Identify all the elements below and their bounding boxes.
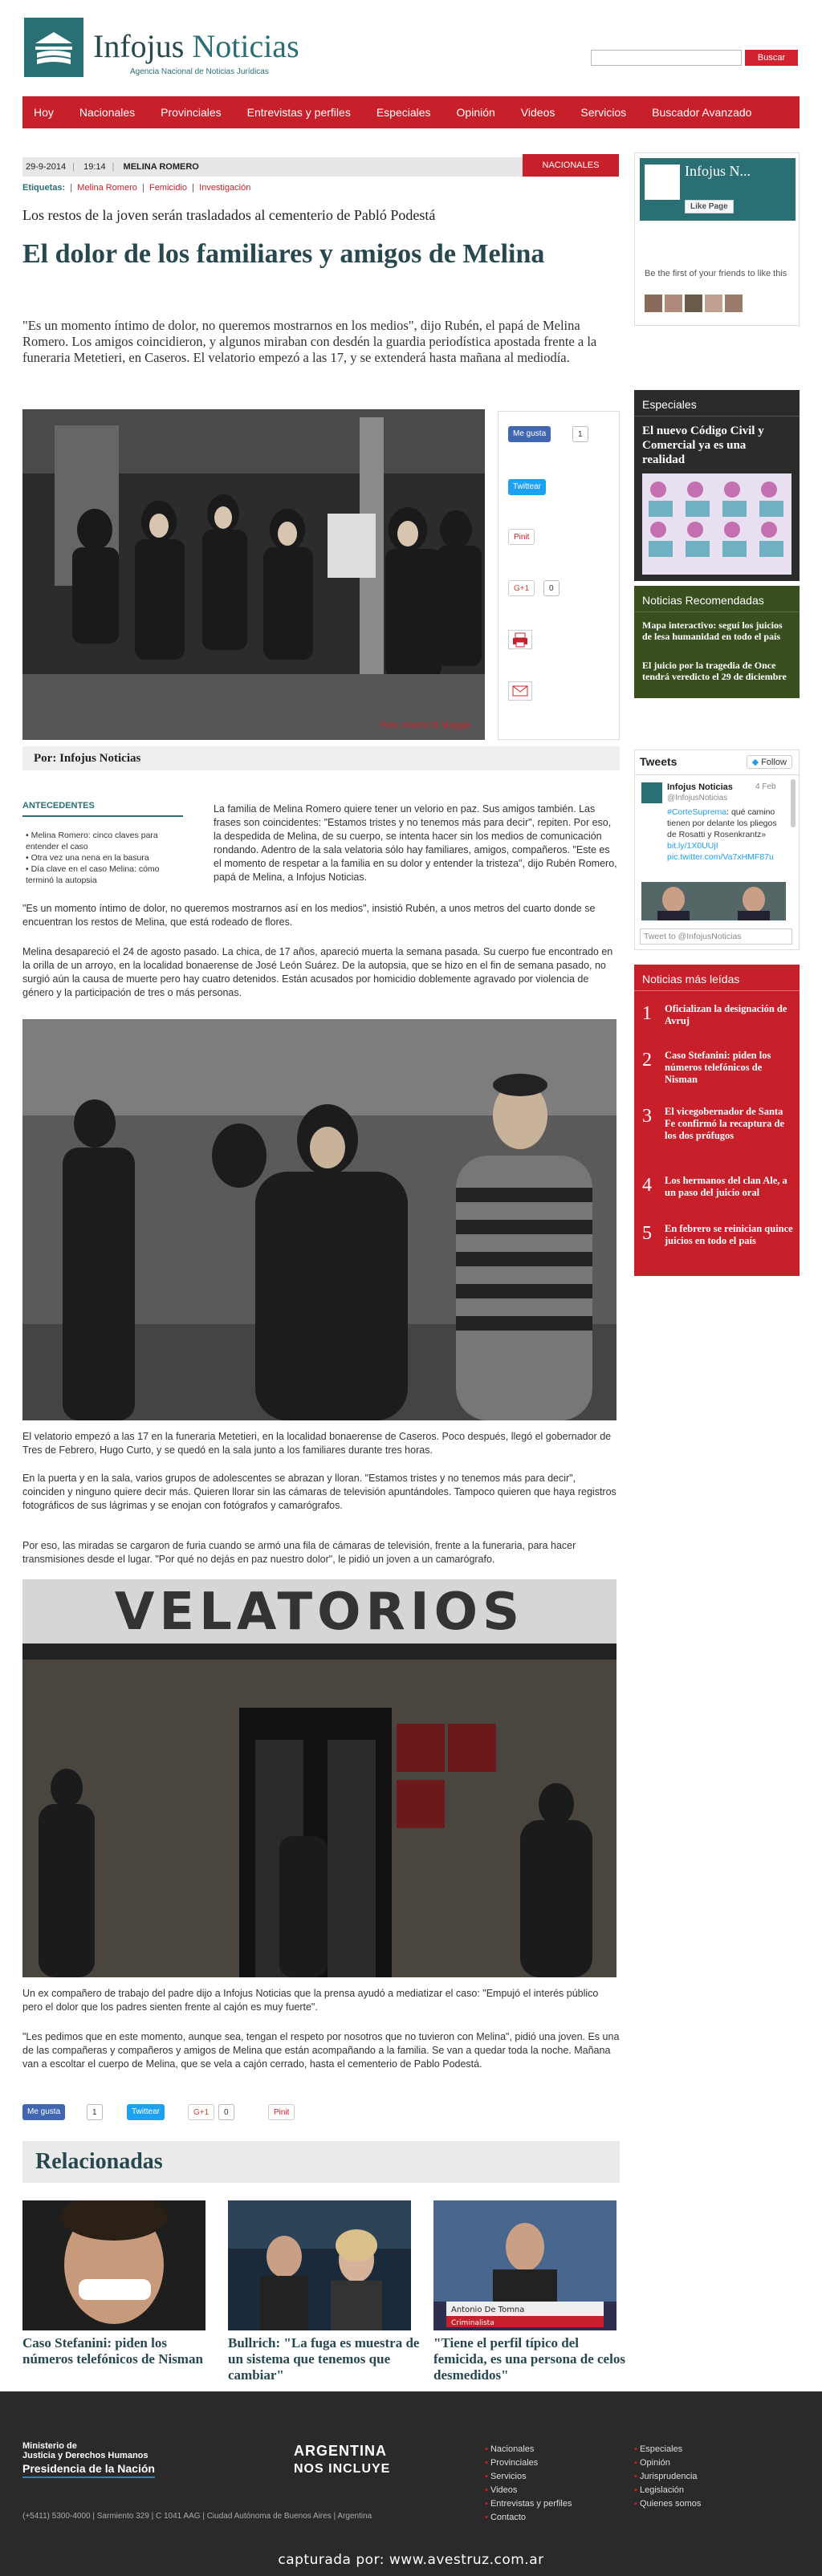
rank-number: 2 <box>642 1050 652 1071</box>
capture-credit: capturada por: www.avestruz.com.ar <box>278 2552 544 2568</box>
footer-nos-incluye: NOS INCLUYE <box>294 2462 391 2476</box>
mas-leidas-title: Noticias más leídas <box>642 973 740 985</box>
footer-link[interactable]: ▪ Legislación <box>634 2485 685 2495</box>
especiales-title: Especiales <box>642 398 697 411</box>
body-photo-3 <box>22 1579 616 1977</box>
photo-credit: Foto: Martín Di Maggio <box>380 721 470 730</box>
tag-link[interactable]: Femicidio <box>149 183 188 193</box>
tv-lower-third-subtitle: Criminalista <box>451 2319 494 2327</box>
logo-subtitle: Agencia Nacional de Noticias Jurídicas <box>130 67 269 76</box>
related-image-3[interactable] <box>433 2200 616 2330</box>
mas-leida-link[interactable]: Caso Stefanini: piden los números telefónicos de Nisman <box>665 1050 771 1085</box>
article-headline: El dolor de los familiares y amigos de Melina <box>22 239 545 269</box>
footer-link[interactable]: ▪ Contacto <box>485 2513 526 2522</box>
pinterest-pin-button[interactable]: Pinit <box>268 2104 295 2120</box>
tag-link[interactable]: Melina Romero <box>77 183 137 193</box>
recomendada-link[interactable]: Mapa interactivo: seguí los juicios de lesa humanidad en todo el país <box>642 620 783 642</box>
mas-leida-link[interactable]: El vicegobernador de Santa Fe confirmó la recaptura de los dos prófugos <box>665 1106 785 1141</box>
follow-button[interactable] <box>747 755 792 769</box>
footer-links-col2 <box>634 2443 701 2511</box>
footer-link[interactable]: ▪ Videos <box>485 2485 518 2495</box>
footer-link-label: Provinciales <box>490 2458 539 2468</box>
footer-link[interactable]: ▪ Quienes somos <box>634 2499 702 2509</box>
logo-name: Infojus <box>93 28 185 64</box>
antecedentes-title: ANTECEDENTES <box>22 801 95 811</box>
fb-page-avatar <box>645 165 680 200</box>
antecedente-link[interactable]: • Melina Romero: cinco claves para entender el caso <box>26 830 186 852</box>
tag-link[interactable]: Investigación <box>199 183 251 193</box>
rank-number: 3 <box>642 1106 652 1127</box>
body-photo-2 <box>22 1019 616 1420</box>
tweet-body: : qué camino tienen por delante los pliegos de Rosatti y Rosenkrantz» <box>667 807 777 839</box>
facebook-like-count: 1 <box>572 426 588 442</box>
google-plus-button[interactable]: G+1 <box>188 2104 214 2120</box>
footer-presidencia[interactable]: Presidencia de la Nación <box>22 2462 155 2478</box>
tweet-image <box>641 882 786 920</box>
nav-item-opinion[interactable]: Opinión <box>456 106 495 119</box>
footer-link[interactable]: ▪ Nacionales <box>485 2444 535 2454</box>
google-plus-count: 0 <box>543 580 560 596</box>
fb-like-page-button[interactable]: Like Page <box>685 200 734 213</box>
body-paragraph-1: La familia de Melina Romero quiere tener un velorio en paz. Sus amigos también. Las frases son coincidentes: "Estamos tristes y no tenemos más para decir", repiten. Por eso, la despedida de Melina, de su cuerpo, se intenta hacer sin los medios de comunicación rondando. Adentro de la sala velatoria sólo hay familiares, amigos, compañeros. "Este es el momento de respetar a la familia en su dolor y entender la tristeza", dijo Rubén Romero, papá de Melina, a Infojus Noticias. <box>214 803 617 883</box>
tv-lower-third-name: Antonio De Tomna <box>451 2306 525 2314</box>
follow-label: Follow <box>761 758 787 767</box>
twitter-scrollbar[interactable] <box>791 779 796 827</box>
related-caption-1[interactable]: Caso Stefanini: piden los números telefónicos de Nisman <box>22 2335 203 2367</box>
search-input[interactable] <box>591 50 742 66</box>
book-icon <box>34 29 74 66</box>
main-photo <box>22 409 485 740</box>
fb-page-name: Infojus N... <box>685 163 751 179</box>
twitter-widget <box>634 750 800 950</box>
body-paragraph-5: En la puerta y en la sala, varios grupos de adolescentes se abrazan y lloran. "Estamos tristes y no tenemos más para decir", coinciden y ninguno quiere decir más. Quieren llorar sin las cámaras de televisión apuntándoles. Tampoco quieren que haya registros fotográficos de sus lágrimas y se enojan con fotógrafos y camarógrafos. <box>22 1473 616 1511</box>
mas-leida-link[interactable]: En febrero se reinician quince juicios en todo el país <box>665 1223 793 1246</box>
main-nav <box>22 96 800 128</box>
nav-item-entrevistas[interactable]: Entrevistas y perfiles <box>246 106 351 119</box>
footer-link[interactable]: ▪ Provinciales <box>485 2458 539 2468</box>
footer-link-label: Videos <box>490 2485 518 2495</box>
footer-link[interactable]: ▪ Especiales <box>634 2444 683 2454</box>
antecedentes-list <box>26 830 186 886</box>
nav-item-nacionales[interactable]: Nacionales <box>79 106 136 119</box>
body-paragraph-6: Por eso, las miradas se cargaron de furia cuando se armó una fila de cámaras de televisión, frente a la funeraria, para hacer transmisiones desde el lugar. "Por qué no dejás en paz nuestro dolor", le pidió un joven a un camarógrafo. <box>22 1540 576 1565</box>
antecedentes-divider <box>22 815 183 817</box>
tweets-title: Tweets <box>640 755 678 768</box>
article-meta-bar: 29-9-2014 | 19:14 | MELINA ROMERO <box>22 157 618 177</box>
especiales-widget[interactable] <box>634 390 800 581</box>
google-plus-count: 0 <box>218 2104 234 2120</box>
footer-link-label: Legislación <box>639 2485 685 2495</box>
mas-leidas-widget <box>634 965 800 1276</box>
antecedente-link[interactable]: • Día clave en el caso Melina: cómo terminó la autopsia <box>26 863 186 886</box>
site-footer <box>0 2391 822 2576</box>
nav-item-servicios[interactable]: Servicios <box>580 106 627 119</box>
footer-link-label: Quienes somos <box>639 2499 702 2509</box>
facebook-like-count: 1 <box>87 2104 103 2120</box>
fb-friends-text: Be the first of your friends to like this <box>645 269 787 278</box>
footer-argentina: ARGENTINA <box>294 2443 387 2459</box>
tweet-pic-link[interactable]: pic.twitter.com/Va7xHMF87u <box>667 852 774 862</box>
nav-item-buscador[interactable]: Buscador Avanzado <box>652 106 752 119</box>
pinterest-pin-button[interactable]: Pinit <box>508 529 535 545</box>
fb-friends-faces <box>645 295 743 312</box>
footer-link-label: Entrevistas y perfiles <box>490 2499 572 2509</box>
mas-leida-link[interactable]: Oficializan la designación de Avruj <box>665 1003 787 1026</box>
tweet-link[interactable]: bit.ly/1X0UUjI <box>667 841 718 851</box>
logo-title[interactable] <box>93 27 299 65</box>
tweet-author-name[interactable]: Infojus Noticias <box>667 782 733 792</box>
body-paragraph-3: Melina desapareció el 24 de agosto pasado. La chica, de 17 años, apareció muerta la semana pasada. Su cuerpo fue encontrado en la orilla de un arroyo, en la localidad bonaerense de José León Suárez. De la autopsia, que se hizo en el fin de semana pasado, no surgió aún la causa de muerte pero hay cuatro detenidos. Están acusados por homicidio doblemente agravado por violencia de género y la participación de tres o más personas. <box>22 946 613 998</box>
tweet-hashtag[interactable]: #CorteSuprema <box>667 807 727 817</box>
related-caption-2[interactable]: Bullrich: "La fuga es muestra de un sistema que tenemos que cambiar" <box>228 2335 420 2383</box>
facebook-page-widget <box>634 152 800 326</box>
footer-link-label: Opinión <box>639 2458 670 2468</box>
fb-page-banner[interactable] <box>640 158 796 221</box>
footer-link-label: Servicios <box>490 2472 527 2481</box>
body-paragraph-7: Un ex compañero de trabajo del padre dijo a Infojus Noticias que la prensa ayudó a mediatizar el caso: "Empujó el interés público pero el dolor que los padres sienten frente al cajón es muy fuerte". <box>22 1988 599 2013</box>
footer-link[interactable]: ▪ Opinión <box>634 2458 670 2468</box>
recomendadas-title: Noticias Recomendadas <box>642 594 764 607</box>
footer-link-label: Nacionales <box>490 2444 535 2454</box>
antecedente-link[interactable]: • Otra vez una nena en la basura <box>26 852 186 863</box>
footer-link[interactable]: ▪ Entrevistas y perfiles <box>485 2499 572 2509</box>
footer-ministerio-1: Ministerio de <box>22 2441 77 2451</box>
section-badge[interactable]: NACIONALES <box>523 154 619 177</box>
related-title: Relacionadas <box>35 2149 163 2174</box>
logo-name2: Noticias <box>192 28 299 64</box>
related-caption-3[interactable]: "Tiene el perfil típico del femicida, es una persona de celos desmedidos" <box>433 2335 625 2383</box>
facebook-like-button[interactable]: Me gusta <box>22 2104 65 2120</box>
velatorios-sign: VELATORIOS <box>114 1583 525 1642</box>
especiales-image <box>642 473 791 575</box>
tweet-date: 4 Feb <box>755 782 776 791</box>
footer-link-label: Jurisprudencia <box>639 2472 698 2481</box>
email-icon[interactable] <box>508 681 532 701</box>
search-button[interactable]: Buscar <box>745 50 798 66</box>
facebook-like-button[interactable]: Me gusta <box>508 426 551 442</box>
article-time: 19:14 <box>83 162 106 172</box>
tags-row: Etiquetas: | Melina Romero | Femicidio | Investigación <box>22 183 251 193</box>
recomendada-link[interactable]: El juicio por la tragedia de Once tendrá veredicto el 29 de diciembre <box>642 660 787 682</box>
footer-link-label: Contacto <box>490 2513 526 2522</box>
twitter-bird-icon: ◆ <box>751 758 759 767</box>
rank-number: 5 <box>642 1223 652 1244</box>
bottom-share-bar <box>22 2104 620 2122</box>
article-date: 29-9-2014 <box>26 162 67 172</box>
twitter-tweet-button[interactable]: Twittear <box>127 2104 165 2120</box>
tweet-to-input[interactable]: Tweet to @InfojusNoticias <box>640 928 792 945</box>
article-byline: MELINA ROMERO <box>123 162 199 172</box>
body-paragraph-4: El velatorio empezó a las 17 en la funeraria Metetieri, en la localidad bonaerense de Caseros. Poco después, llegó el gobernador de Tres de Febrero, Hugo Curto, y se quedó en la sala junto a los familiares durante tres horas. <box>22 1431 612 1456</box>
footer-link[interactable]: ▪ Servicios <box>485 2472 527 2481</box>
nav-item-videos[interactable]: Videos <box>520 106 555 119</box>
twitter-tweet-button[interactable]: Twittear <box>508 479 546 495</box>
tweet-handle: @InfojusNoticias <box>667 794 728 802</box>
recomendadas-widget <box>634 586 800 698</box>
article-kicker: Los restos de la joven serán trasladados al cementerio de Pabló Podestá <box>22 207 436 223</box>
article-lead: "Es un momento íntimo de dolor, no queremos mostrarnos en los medios", dijo Rubén, el papá de Melina Romero. Los amigos coincidieron, y algunos miraban con desdén la guardia periodística apostada frente a la funeraria Metetieri, en Caseros. El velatorio empezó a las 17, y se extenderá hasta mañana al mediodía. <box>22 318 597 365</box>
footer-links-col1 <box>485 2443 572 2525</box>
rank-number: 4 <box>642 1175 652 1196</box>
google-plus-button[interactable]: G+1 <box>508 580 535 596</box>
share-column <box>498 411 620 740</box>
rank-number: 1 <box>642 1003 652 1024</box>
footer-address: (+5411) 5300-4000 | Sarmiento 329 | C 1041 AAG | Ciudad Autónoma de Buenos Aires | Argentina <box>22 2512 372 2521</box>
nav-item-especiales[interactable]: Especiales <box>376 106 431 119</box>
twitter-avatar[interactable] <box>641 782 662 803</box>
print-icon[interactable] <box>508 630 532 649</box>
article-author: Por: Infojus Noticias <box>22 746 620 770</box>
logo-mark[interactable] <box>24 18 83 77</box>
footer-link-label: Especiales <box>639 2444 683 2454</box>
nav-item-provinciales[interactable]: Provinciales <box>161 106 222 119</box>
mas-leida-link[interactable]: Los hermanos del clan Ale, a un paso del juicio oral <box>665 1175 787 1198</box>
body-paragraph-2: "Es un momento íntimo de dolor, no queremos mostrarnos así en los medios", insistió Rubén, a unos metros del cuarto donde se encuentran los restos de Melina, que está rodeado de flores. <box>22 903 596 928</box>
footer-ministerio-2: Justicia y Derechos Humanos <box>22 2451 149 2460</box>
related-image-2[interactable] <box>228 2200 411 2330</box>
body-paragraph-8: "Les pedimos que en este momento, aunque sea, tengan el respeto por nosotros que no tuvieron con Melina", pidió una joven. Es una de las compañeras y compañeros y amigos de Melina que están acompañando a la familia. Se van a quedar toda la noche. Mañana van a escoltar el cuerpo de Melina, que se vela a cajón cerrado, hasta el cementerio de Pablo Podestá. <box>22 2031 620 2070</box>
tags-label: Etiquetas: <box>22 183 66 193</box>
related-image-1[interactable] <box>22 2200 206 2330</box>
especiales-text: El nuevo Código Civil y Comercial ya es una realidad <box>642 425 764 466</box>
footer-link[interactable]: ▪ Jurisprudencia <box>634 2472 698 2481</box>
tweet-text <box>667 807 787 863</box>
nav-item-hoy[interactable]: Hoy <box>34 106 54 119</box>
